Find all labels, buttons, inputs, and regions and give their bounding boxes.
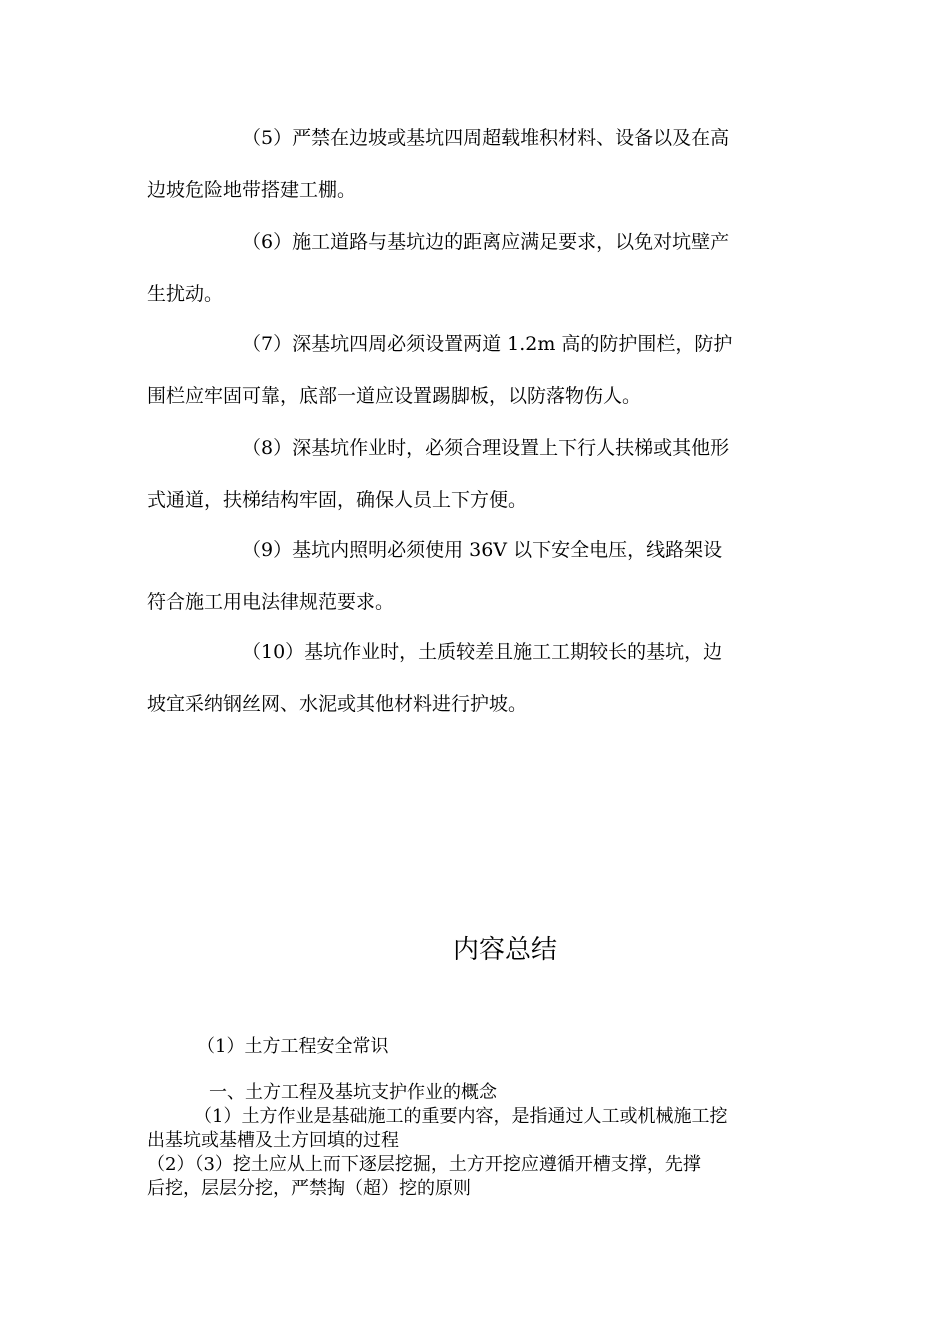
paragraph-line: 围栏应牢固可靠，底部一道应设置踢脚板，以防落物伤人。 (147, 385, 642, 407)
summary-line: 出基坑或基槽及土方回填的过程 (147, 1130, 399, 1151)
paragraph-line: 符合施工用电法律规范要求。 (147, 591, 395, 613)
paragraph-line: （8）深基坑作业时，必须合理设置上下行人扶梯或其他形 (242, 437, 730, 459)
paragraph-item-10 (147, 626, 807, 730)
paragraph-line: 式通道，扶梯结构牢固，确保人员上下方便。 (147, 489, 528, 511)
paragraph-line: 坡宜采纳钢丝网、水泥或其他材料进行护坡。 (147, 693, 528, 715)
paragraph-item-7 (147, 318, 807, 422)
paragraph-item-9 (147, 524, 807, 628)
summary-line: 一、土方工程及基坑支护作业的概念 (209, 1082, 497, 1103)
paragraph-line: （7）深基坑四周必须设置两道 1.2m 高的防护围栏，防护 (242, 333, 733, 355)
paragraph-line: （6）施工道路与基坑边的距离应满足要求，以免对坑壁产 (242, 231, 730, 253)
summary-line: （1）土方作业是基础施工的重要内容，是指通过人工或机械施工挖 (194, 1106, 728, 1127)
paragraph-item-8 (147, 422, 807, 526)
summary-body (147, 1081, 817, 1201)
summary-heading: 内容总结 (452, 935, 557, 965)
paragraph-item-5 (147, 112, 807, 216)
paragraph-line: 边坡危险地带搭建工棚。 (147, 179, 357, 201)
paragraph-line: （10）基坑作业时，土质较差且施工工期较长的基坑，边 (242, 641, 723, 663)
summary-title: （1）土方工程安全常识 (197, 1036, 389, 1057)
paragraph-item-6 (147, 216, 807, 320)
summary-line: 后挖，层层分挖，严禁掏（超）挖的原则 (147, 1178, 471, 1199)
paragraph-line: 生扰动。 (147, 283, 224, 305)
summary-line: （2）（3）挖土应从上而下逐层挖掘，土方开挖应遵循开槽支撑，先撑 (147, 1154, 701, 1175)
paragraph-line: （5）严禁在边坡或基坑四周超载堆积材料、设备以及在高 (242, 127, 730, 149)
paragraph-line: （9）基坑内照明必须使用 36V 以下安全电压，线路架设 (242, 539, 723, 561)
